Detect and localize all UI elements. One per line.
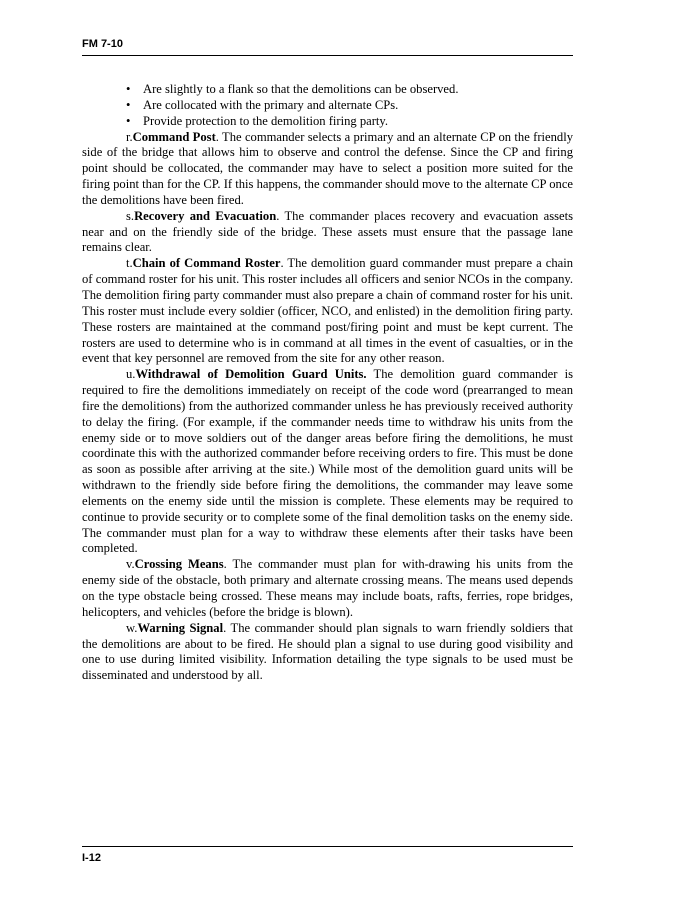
paragraph-letter: w. [126,620,138,635]
bullet-text: Are slightly to a flank so that the demolitions can be observed. [143,82,459,96]
paragraph-body: . The commander places recovery and evacuation assets near and on the friendly side of the bridge. These assets must ensure that the passage lane remains clear. [82,208,574,255]
paragraph-letter: r. [126,129,133,144]
paragraph-body: . The commander must plan for with-drawing his units from the enemy side of the obstacle, both primary and alternate crossing means. The means used depends on the type obstacle being crossed. These means may include boats, rafts, ferries, rope bridges, helicopters, and vehicles (before the bridge is blown). [82,557,573,619]
bullet-marker: • [126,82,131,96]
paragraph-recovery-evacuation [82,209,573,257]
bullet-item [126,98,573,114]
paragraph-letter: t. [126,256,133,271]
paragraph-title: Recovery and Evacuation [134,208,277,223]
bullet-text: Provide protection to the demolition firing party. [143,113,389,128]
paragraph-body: . The demolition guard commander must prepare a chain of command roster for his unit. This roster includes all officers and senior NCOs in the company. The demolition firing party commander must also prepare a chain of command roster for his unit. This roster must include every soldier (officer, NCO, and enlisted) in the demolition firing party. These rosters are maintained at the command post/firing point and must be kept current. The rosters are used to determine who is in command at all times in the event of casualties, or in the event that key personnel are removed from the site for any other reason. [82,256,574,366]
paragraph-body: . The commander should plan signals to warn friendly soldiers that the demolitions are about to be fired. He should plan a signal to use during good visibility and one to use during limited visibility. Information detailing the type signals to be used must be disseminated and understood by all. [82,620,573,683]
paragraph-title: Chain of Command Roster [132,256,281,271]
bullet-item [126,114,573,130]
running-head: FM 7-10 [82,38,123,50]
paragraph-body: . The commander selects a primary and an alternate CP on the friendly side of the bridge that allows him to observe and control the defense. Since the CP and firing point should be collocated, the commander may have to select a position more suited for the firing point than for the CP. If this happens, the commander should move to the alternate CP once the demolitions have been fired. [82,129,573,207]
page-number: I-12 [82,852,101,864]
bullet-marker: • [126,97,131,112]
paragraph-letter: v. [126,557,135,572]
paragraph-letter: u. [126,367,136,382]
body-text [82,82,573,684]
paragraph-command-post [82,130,573,209]
paragraph-body: The demolition guard commander is required to fire the demolitions immediately on receipt of the code word (prearranged to mean fire the demolitions) from the authorized commander unless he has previously received authority to delay the firing. (For example, if the commander needs time to withdraw his units from the enemy side or to move soldiers out of the danger areas before firing the demolitions, he must coordinate this with the authorized commander before receiving orders to fire. This must be done as soon as possible after arriving at the site.) While most of the demolition guard units will be withdrawn to the friendly side before firing the demolitions, the commander may leave some elements on the enemy side until the mission is complete. These elements may be required to continue to provide security or to complete some of the final demolition tasks on the enemy side. The commander must plan for a way to withdraw these elements after their tasks have been completed. [82,367,573,556]
bullet-text: Are collocated with the primary and alternate CPs. [143,97,399,112]
bullet-list [82,82,573,130]
paragraph-warning-signal [82,621,573,684]
paragraph-title: Warning Signal [137,620,224,635]
paragraph-letter: s. [126,208,135,223]
paragraph-crossing-means [82,557,573,620]
paragraph-chain-of-command-roster [82,256,573,367]
header-rule [82,55,573,56]
bullet-item [126,82,573,98]
paragraph-title: Command Post [132,129,216,144]
footer-rule [82,846,573,847]
paragraph-withdrawal [82,367,573,557]
paragraph-title: Crossing Means [134,557,224,572]
paragraph-title: Withdrawal of Demolition Guard Units. [135,367,367,382]
bullet-marker: • [126,113,131,128]
